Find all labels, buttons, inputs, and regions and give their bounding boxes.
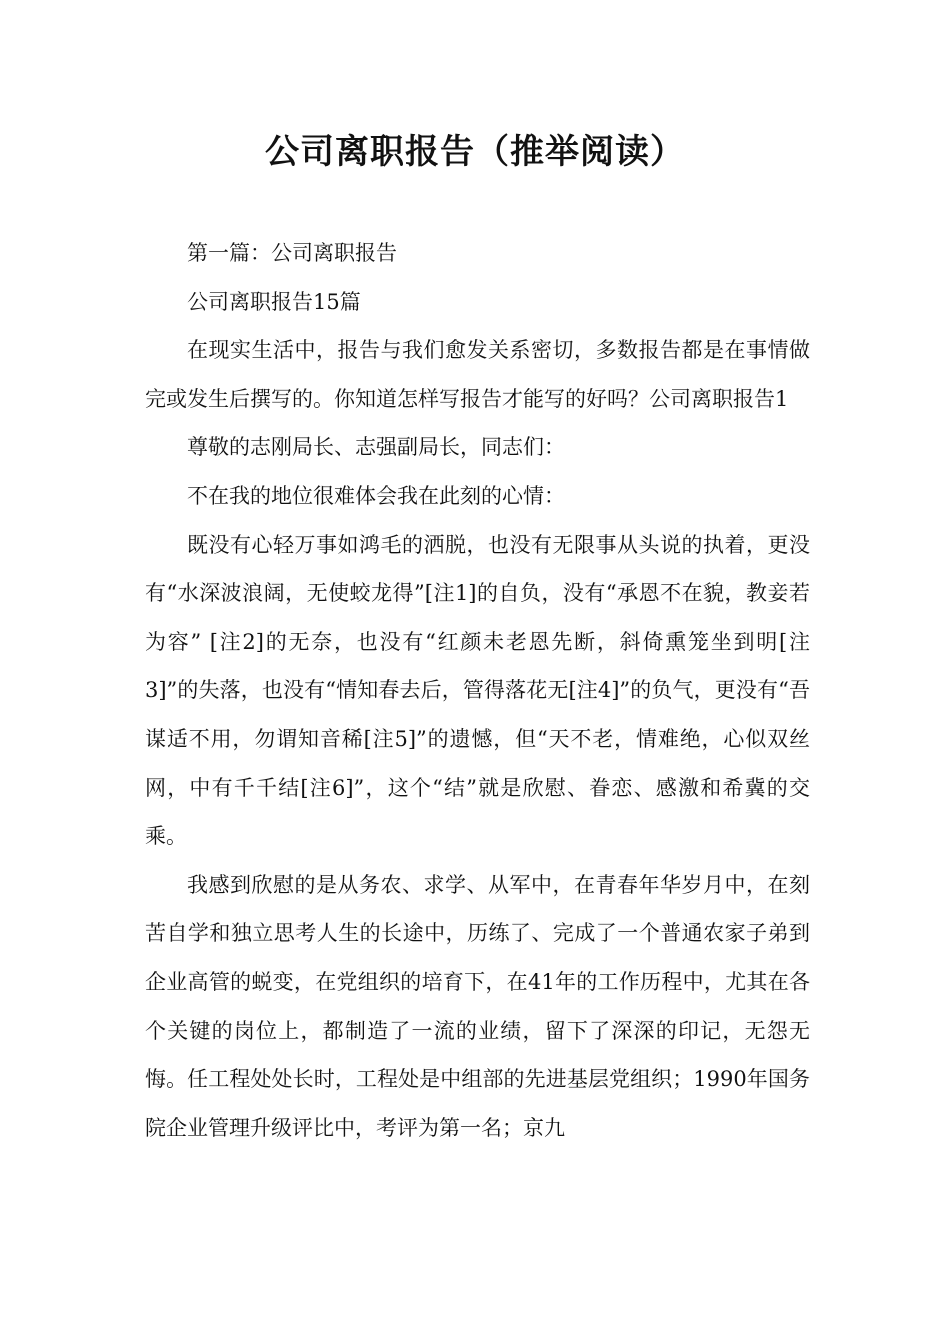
paragraph-career: 我感到欣慰的是从务农、求学、从军中，在青春年华岁月中，在刻苦自学和独立思考人生的长途中，历练了、完成了一个普通农家子弟到企业高管的蜕变，在党组织的培育下，在41年的工作历程中，尤其在各个关键的岗位上，都制造了一流的业绩，留下了深深的印记，无怨无悔。任工程处处长时，工程处是中组部的先进基层党组织；1990年国务院企业管理升级评比中，考评为第一名；京九 [145,872,810,1140]
paragraph-poetic: 既没有心轻万事如鸿毛的洒脱，也没有无限事从头说的执着，更没有“水深波浪阔，无使蛟龙得”[注1]的自负，没有“承恩不在貌，教妾若为容” [注2]的无奈，也没有“红颜未老恩先断，斜倚熏笼坐到明[注3]”的失落，也没有“情知春去后，管得落花无[注4]”的负气，更没有“吾谋适不用，勿谓知音稀[注5]”的遗憾，但“天不老，情难绝，心似双丝网，中有千千结[注6]”，这个“结”就是欣慰、眷恋、感激和希冀的交乘。 [145,532,810,849]
paragraph-feeling: 不在我的地位很难体会我在此刻的心情： [187,483,565,508]
paragraph-salutation: 尊敬的志刚局长、志强副局长，同志们： [187,435,565,460]
paragraph-subtitle: 公司离职报告15篇 [187,289,361,314]
paragraph-intro: 在现实生活中，报告与我们愈发关系密切，多数报告都是在事情做完或发生后撰写的。你知道怎样写报告才能写的好吗？公司离职报告1 [145,338,810,411]
paragraph-section-heading: 第一篇：公司离职报告 [187,241,397,265]
document-title: 公司离职报告（推举阅读） [265,132,685,172]
document-body [145,229,810,1152]
